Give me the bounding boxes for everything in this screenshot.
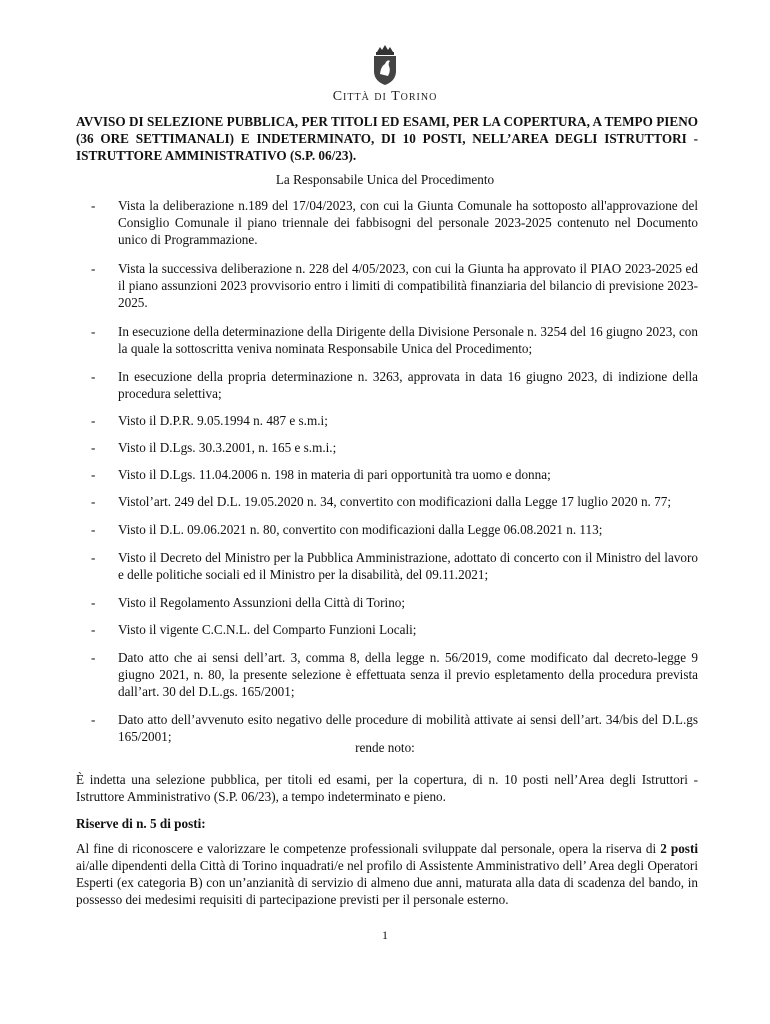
list-item-text: Visto il D.Lgs. 11.04.2006 n. 198 in materia di pari opportunità tra uomo e donna;: [118, 467, 551, 482]
list-item: [76, 649, 698, 700]
list-item: [76, 439, 698, 456]
list-bullet: -: [91, 595, 96, 610]
list-bullet: -: [91, 324, 96, 339]
list-item: [76, 368, 698, 402]
riserve-text-before: Al fine di riconoscere e valorizzare le competenze professionali sviluppate dal personale, opera la riserva di: [76, 841, 661, 856]
document-header: [0, 44, 770, 105]
list-item-text: In esecuzione della determinazione della Dirigente della Divisione Personale n. 3254 del 16 giugno 2023, con la quale la sottoscritta veniva nominata Responsabile Unica del Procedimento;: [118, 324, 698, 356]
list-item: [76, 594, 698, 611]
list-item: [76, 493, 698, 510]
list-item-text: Vistol’art. 249 del D.L. 19.05.2020 n. 34, convertito con modificazioni dalla Legge 17 luglio 2020 n. 77;: [118, 494, 671, 509]
list-item: [76, 466, 698, 483]
list-item-text: Visto il Decreto del Ministro per la Pubblica Amministrazione, adottato di concerto con il Ministro del lavoro e delle politiche sociali ed il Ministro per la disabilità, del 09.11.2021;: [118, 550, 698, 582]
list-bullet: -: [91, 261, 96, 276]
list-bullet: -: [91, 650, 96, 665]
list-item: [76, 323, 698, 357]
list-item-text: Vista la deliberazione n.189 del 17/04/2023, con cui la Giunta Comunale ha sottoposto all'approvazione del Consiglio Comunale il piano triennale dei fabbisogni del personale 2023-2025 contenuto nel Documento unico di Programmazione.: [118, 198, 698, 247]
list-bullet: -: [91, 522, 96, 537]
list-bullet: -: [91, 550, 96, 565]
list-item: [76, 621, 698, 638]
list-item-text: Visto il D.Lgs. 30.3.2001, n. 165 e s.m.i.;: [118, 440, 337, 455]
notice-title: AVVISO DI SELEZIONE PUBBLICA, PER TITOLI ED ESAMI, PER LA COPERTURA, A TEMPO PIENO (36 ORE SETTIMANALI) E INDETERMINATO, DI 10 POSTI, NELL’AREA DEGLI ISTRUTTORI - ISTRUTTORE AMMINISTRATIVO (S.P. 06/23).: [76, 114, 698, 163]
list-item: [76, 197, 698, 248]
section-heading-riserve: Riserve di n. 5 di posti:: [76, 816, 206, 831]
responsible-officer: La Responsabile Unica del Procedimento: [275, 172, 495, 187]
riserve-paragraph: [76, 840, 698, 908]
list-item-text: Visto il vigente C.C.N.L. del Comparto Funzioni Locali;: [118, 622, 417, 637]
list-item-text: Dato atto dell’avvenuto esito negativo delle procedure di mobilità attivate ai sensi dell’art. 34/bis del D.L.gs 165/2001;: [118, 712, 698, 744]
riserve-posts-count: 2 posti: [660, 841, 698, 856]
list-bullet: -: [91, 712, 96, 727]
list-bullet: -: [91, 413, 96, 428]
list-item-text: Vista la successiva deliberazione n. 228 del 4/05/2023, con cui la Giunta ha approvato il PIAO 2023-2025 ed il piano assunzioni 2023 provvisorio entro i limiti di compatibilità finanziaria del bilancio di previsione 2023-2025.: [118, 261, 698, 310]
city-crest-icon: [371, 44, 399, 86]
list-item: [76, 260, 698, 311]
premises-list: [76, 197, 698, 745]
list-item: [76, 412, 698, 429]
list-item-text: Visto il Regolamento Assunzioni della Città di Torino;: [118, 595, 406, 610]
city-name: Città di Torino: [332, 89, 438, 104]
list-item-text: Dato atto che ai sensi dell’art. 3, comma 8, della legge n. 56/2019, come modificato dal decreto-legge 9 giugno 2021, n. 80, la presente selezione è effettuata senza il previo espletamento della procedura prevista dall’art. 30 del D.L.gs. 165/2001;: [118, 650, 698, 699]
list-item: [76, 549, 698, 583]
list-bullet: -: [91, 467, 96, 482]
list-bullet: -: [91, 622, 96, 637]
list-item-text: Visto il D.P.R. 9.05.1994 n. 487 e s.m.i;: [118, 413, 328, 428]
list-bullet: -: [91, 369, 96, 384]
list-item: [76, 521, 698, 538]
list-bullet: -: [91, 494, 96, 509]
page-number: 1: [382, 928, 388, 942]
list-item-text: In esecuzione della propria determinazione n. 3263, approvata in data 16 giugno 2023, di indizione della procedura selettiva;: [118, 369, 698, 401]
announcement-paragraph: È indetta una selezione pubblica, per titoli ed esami, per la copertura, di n. 10 posti nell’Area degli Istruttori - Istruttore Amministrativo (S.P. 06/23), a tempo indeterminato e pieno.: [76, 772, 698, 804]
list-bullet: -: [91, 440, 96, 455]
list-item-text: Visto il D.L. 09.06.2021 n. 80, convertito con modificazioni dalla Legge 06.08.2021 n. 113;: [118, 522, 603, 537]
list-bullet: -: [91, 198, 96, 213]
riserve-text-after: ai/alle dipendenti della Città di Torino inquadrati/e nel profilo di Assistente Amministrativo dell’ Area degli Operatori Esperti (ex categoria B) con un’anzianità di servizio di almeno due anni, maturata alla data di scadenza del bando, in possesso dei medesimi requisiti di partecipazione previsti per il personale esterno.: [76, 858, 698, 907]
rende-noto: rende noto:: [355, 740, 415, 755]
